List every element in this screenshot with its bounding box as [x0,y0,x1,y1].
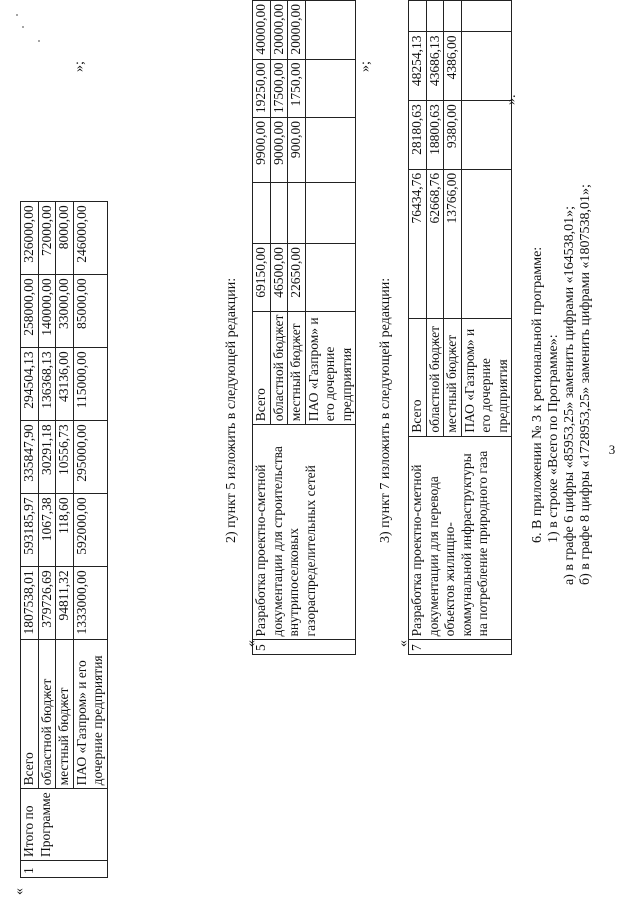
table2-cell [253,183,271,244]
table1-cell: 335847,90 [21,421,39,494]
table1-cell: 592000,00 [73,494,107,567]
table3-cell [426,1,444,33]
scan-speck [38,40,40,42]
table2-cell [305,59,356,118]
table3-cell [461,32,512,101]
table3-cell: 43686,13 [426,32,444,101]
table1-cell: 136368,13 [38,348,56,421]
table2-cell: 1750,00 [288,59,306,118]
table1-name: Итого по Программе [21,789,108,861]
table3-cell [444,1,462,33]
page-number: 3 [608,441,616,457]
table2-cell [305,183,356,244]
table1-cell: 72000,00 [38,202,56,275]
table3-src-3: ПАО «Газпром» и его дочерние предприятия [461,319,512,437]
table3-src-2: местный бюджет [444,319,462,437]
table2-cell: 20000,00 [288,1,306,60]
table3-cell [461,169,512,318]
table3-cell [409,1,427,33]
table1-cell: 140000,00 [38,275,56,348]
table2-name: Разработка проектно-сметной документации для строительства внутрипоселковых газораспределительных сетей [253,425,356,640]
table2-src-3: ПАО «Газпром» и его дочерние предприятия [305,311,356,425]
table2-cell [305,1,356,60]
table2-cell: 9000,00 [270,118,288,183]
table2-cell: 20000,00 [270,1,288,60]
table1-cell: 94811,32 [56,567,74,640]
table1-cell: 33000,00 [56,275,74,348]
table2-cell: 22650,00 [288,244,306,312]
table3-name: Разработка проектно-сметной документации для перевода объектов жилищно-коммунальной инфраструктуры на потребление природного газа [409,436,512,640]
table3-cell: 48254,13 [409,32,427,101]
table1-cell: 326000,00 [21,202,39,275]
table1-cell: 1807538,01 [21,567,39,640]
scan-speck [16,14,18,16]
table2-cell [288,183,306,244]
table1-cell: 10556,73 [56,421,74,494]
table1-cell: 258000,00 [21,275,39,348]
table3-cell: 76434,76 [409,169,427,318]
table2-src-1: областной бюджет [270,311,288,425]
table2-cell: 46500,00 [270,244,288,312]
table2-cell: 19250,00 [253,59,271,118]
table3-close-quote: ». [504,94,519,105]
table1-open-quote: « [12,888,27,895]
table1-src-2: местный бюджет [56,640,74,789]
table3-cell: 4386,00 [444,32,462,101]
table1-src-0: Всего [21,640,39,789]
scan-speck [22,26,24,28]
table1-src-3: ПАО «Газпром» и его дочерние предприятия [73,640,107,789]
table3-src-0: Всего [409,319,427,437]
table1-cell: 43136,00 [56,348,74,421]
para-3: 3) пункт 7 изложить в следующей редакции: [378,277,393,543]
table3-cell [461,101,512,170]
table2-cell [305,244,356,312]
table3-cell [461,1,512,33]
table1-cell: 1067,38 [38,494,56,567]
table1-cell: 246000,00 [73,202,107,275]
table1-cell: 118,60 [56,494,74,567]
table2-cell [305,118,356,183]
table3-no: 7 [409,640,512,655]
table2-src-2: местный бюджет [288,311,306,425]
table3-cell: 13766,00 [444,169,462,318]
table3-cell: 62668,76 [426,169,444,318]
table3-src-1: областной бюджет [426,319,444,437]
table2-close-quote: »; [358,61,373,72]
table2-no: 5 [253,640,356,655]
table1-cell: 30291,18 [38,421,56,494]
para-2: 2) пункт 5 изложить в следующей редакции: [224,277,239,543]
table2-cell [270,183,288,244]
table3-open-quote: « [396,640,411,647]
table1-cell: 295000,00 [73,421,107,494]
para-6-line-3: б) в графе 8 цифры «1728953,25» заменить цифрами «1807538,01»; [578,184,593,585]
table2-cell: 17500,00 [270,59,288,118]
table2-cell: 9900,00 [253,118,271,183]
table2-src-0: Всего [253,311,271,425]
table1-cell: 379726,69 [38,567,56,640]
table2-cell: 900,00 [288,118,306,183]
table1-no: 1 [21,861,108,878]
table3-cell: 18800,63 [426,101,444,170]
table1-close-quote: »; [72,61,87,72]
para-6-line-1: 1) в строке «Всего по Программе»: [546,334,561,543]
para-6-line-2: а) в графе 6 цифры «85953,25» заменить цифрами «164538,01»; [562,205,577,585]
table2 [252,0,356,655]
table3 [408,0,512,655]
table3-cell: 9380,00 [444,101,462,170]
table1-src-1: областной бюджет [38,640,56,789]
table1-cell: 593185,97 [21,494,39,567]
table1-cell: 115000,00 [73,348,107,421]
table3-cell: 28180,63 [409,101,427,170]
table1-cell: 85000,00 [73,275,107,348]
para-6-line-0: 6. В приложении № 3 к региональной программе: [530,246,545,543]
table1-cell: 1333000,00 [73,567,107,640]
table2-cell: 40000,00 [253,1,271,60]
table2-open-quote: « [244,640,259,647]
table1-cell: 8000,00 [56,202,74,275]
table2-cell: 69150,00 [253,244,271,312]
table1-cell: 294504,13 [21,348,39,421]
table1 [20,201,108,878]
